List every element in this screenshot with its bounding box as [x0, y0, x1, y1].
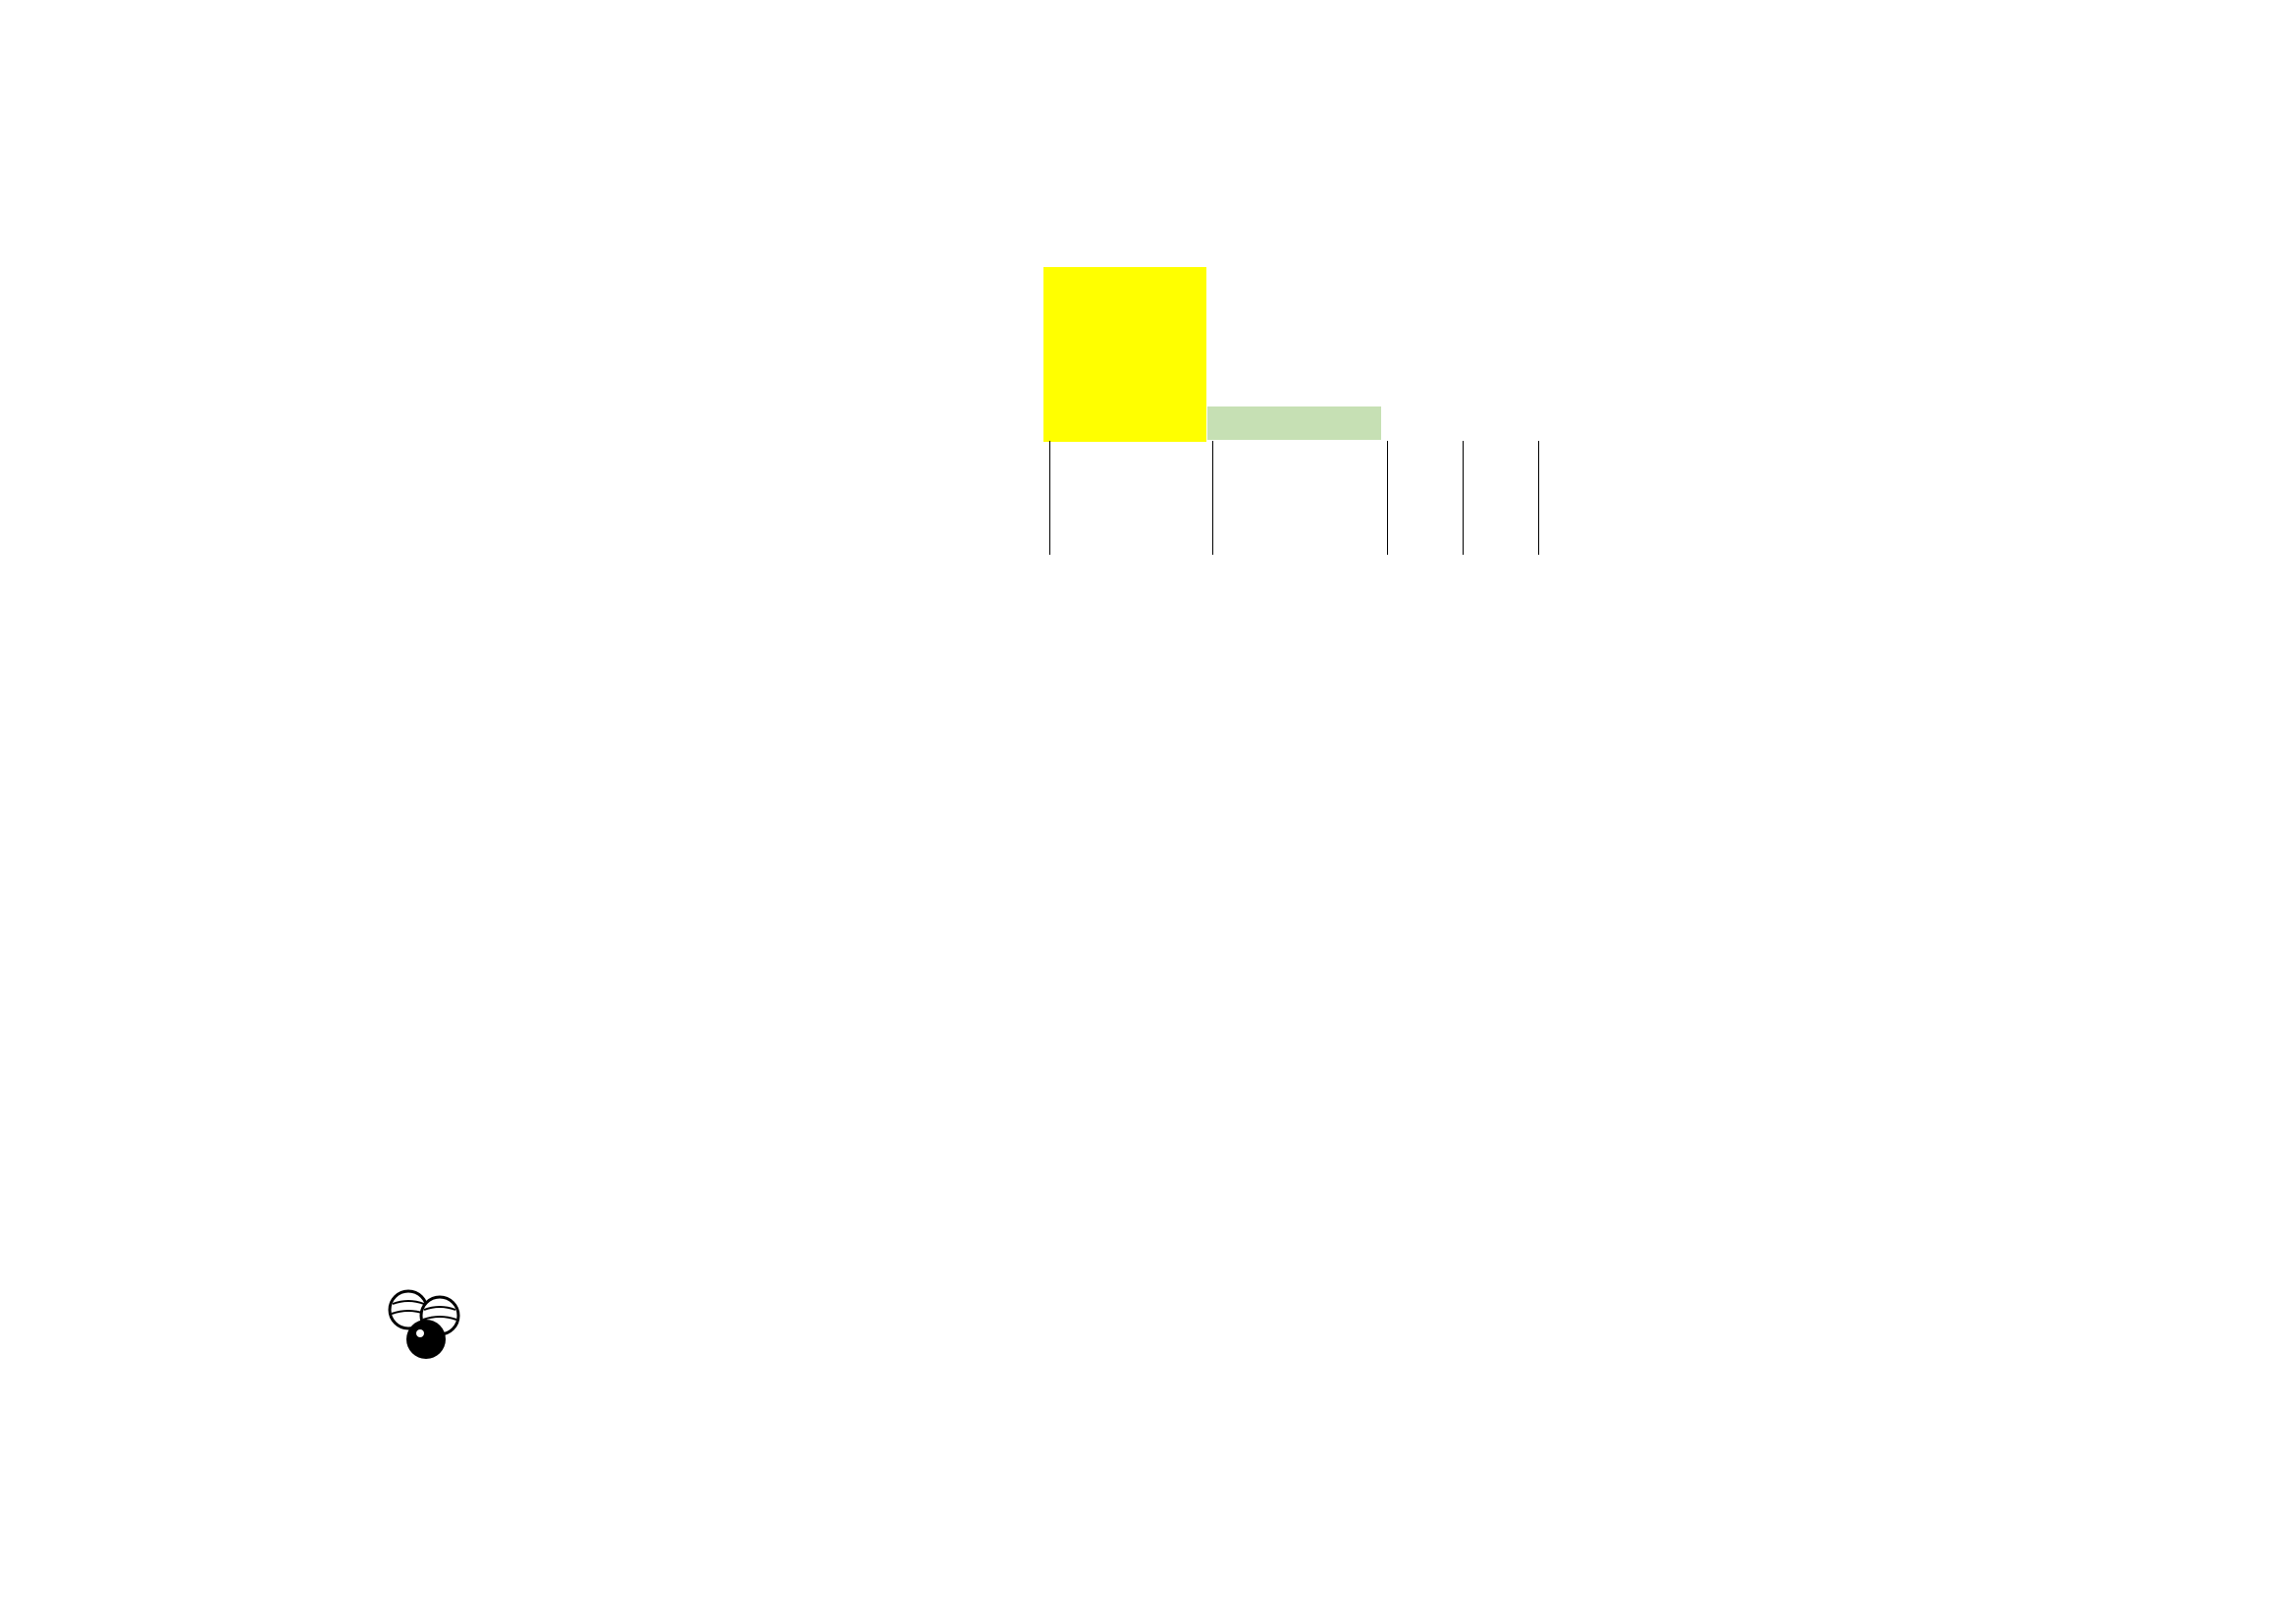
petanque-club-logo: [346, 1249, 503, 1406]
spacer-cell: [1212, 516, 1387, 555]
spacer-cell: [596, 441, 1049, 479]
group-spacer: [138, 516, 1689, 555]
spacer-cell: [138, 441, 596, 479]
col-header-classement: [1207, 406, 1381, 440]
spacer-cell: [596, 479, 1049, 517]
spacer-cell: [1538, 479, 1689, 517]
spacer-cell: [1212, 479, 1387, 517]
spacer-cell: [1387, 441, 1463, 479]
parties-gagnees-header-bg: [1043, 267, 1206, 442]
group-spacer: [138, 441, 1689, 479]
spacer-cell: [1387, 479, 1463, 517]
spacer-cell: [1049, 516, 1212, 555]
group-spacer: [138, 479, 1689, 517]
spacer-cell: [1538, 516, 1689, 555]
spacer-cell: [1212, 441, 1387, 479]
spacer-cell: [596, 516, 1049, 555]
spacer-cell: [1538, 441, 1689, 479]
spacer-cell: [1463, 479, 1538, 517]
spacer-cell: [1463, 441, 1538, 479]
spacer-cell: [1463, 516, 1538, 555]
spacer-cell: [1049, 479, 1212, 517]
poules-table: [138, 441, 1689, 555]
spacer-cell: [1387, 516, 1463, 555]
spacer-cell: [138, 516, 596, 555]
spacer-cell: [1049, 441, 1212, 479]
spacer-cell: [138, 479, 596, 517]
